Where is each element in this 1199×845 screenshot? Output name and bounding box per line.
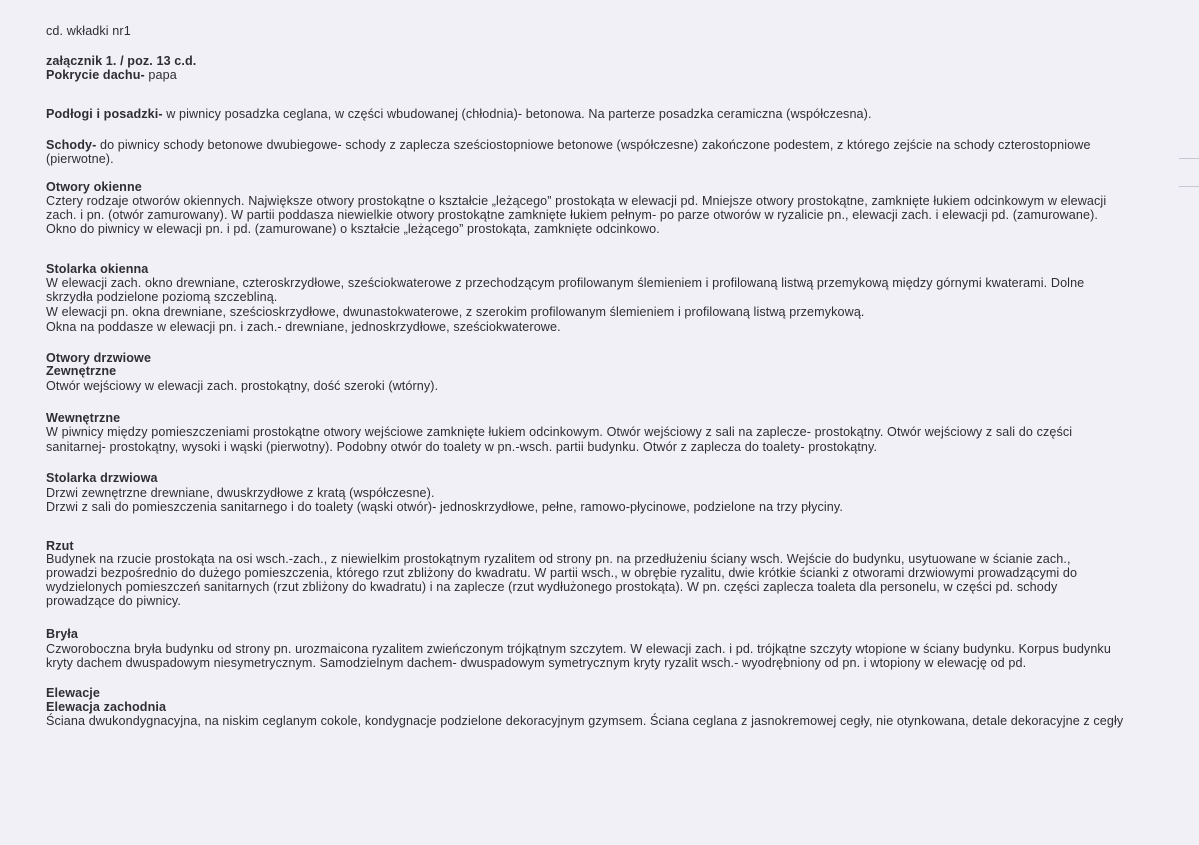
roof-paragraph — [46, 68, 177, 82]
body-line: W piwnicy między pomieszczeniami prostokątne otwory wejściowe zamknięte łukiem odcinkowym. Otwór wejściowy z sali na zaplecze- prostokątny. Otwór wejściowy z sali do części — [46, 425, 1073, 439]
body-line: Drzwi zewnętrzne drewniane, dwuskrzydłowe z kratą (współczesne). — [46, 486, 435, 500]
section-subheading: Elewacja zachodnia — [46, 700, 167, 714]
stairs-label: Schody- — [46, 138, 97, 152]
section-heading: Otwory okienne — [46, 180, 142, 194]
body-line: Okna na poddasze w elewacji pn. i zach.- drewniane, jednoskrzydłowe, sześciokwaterowe. — [46, 320, 561, 334]
body-line: Budynek na rzucie prostokąta na osi wsch.-zach., z niewielkim prostokątnym ryzalitem od strony pn. na przedłużeniu ściany wsch. Wejście do budynku, usytuowane w ścianie zach., — [46, 552, 1071, 566]
body-line: skrzydła podzielone poziomą szczebliną. — [46, 290, 278, 304]
section-heading: Bryła — [46, 627, 79, 641]
section-heading: Elewacje — [46, 686, 101, 700]
scan-artifact — [1179, 186, 1199, 187]
body-line: W elewacji pn. okna drewniane, sześcioskrzydłowe, dwunastokwaterowe, z szerokim profilowanym ślemieniem i profilowaną listwą przemykową. — [46, 305, 865, 319]
floors-paragraph — [46, 107, 872, 121]
section-heading: Rzut — [46, 539, 74, 553]
section-heading: Wewnętrzne — [46, 411, 121, 425]
body-line: Cztery rodzaje otworów okiennych. Największe otwory prostokątne o kształcie „leżącego” prostokąta w elewacji pd. Mniejsze otwory prostokątne, zamknięte łukiem odcinkowym w elewacji — [46, 194, 1107, 208]
section-subheading: Zewnętrzne — [46, 364, 117, 378]
body-line: Czworoboczna bryła budynku od strony pn. urozmaicona ryzalitem zwieńczonym trójkątnym szczytem. W elewacji zach. i pd. trójkątne szczyty wtopione w ściany budynku. Korpus budynku — [46, 642, 1111, 656]
stairs-paragraph — [46, 138, 1091, 152]
body-line: zach. i pn. (otwór zamurowany). W partii poddasza niewielkie otwory prostokątne zamknięte łukiem pełnym- po parze otworów w ryzalicie pn., elewacji zach. i elewacji pd. (zamurowane). — [46, 208, 1099, 222]
continuation-label: cd. wkładki nr1 — [46, 24, 131, 38]
section-heading: Otwory drzwiowe — [46, 351, 152, 365]
stairs-text: (pierwotne). — [46, 152, 114, 166]
body-line: Otwór wejściowy w elewacji zach. prostokątny, dość szeroki (wtórny). — [46, 379, 439, 393]
section-heading: Stolarka okienna — [46, 262, 149, 276]
body-line: prowadzi bezpośrednio do dużego pomieszczenia, którego rzut zbliżony do kwadratu. W partii wsch., w obrębie ryzalitu, dwie krótkie ścianki z otworami drzwiowymi prowadzącymi do — [46, 566, 1078, 580]
roof-label: Pokrycie dachu- — [46, 68, 145, 82]
attachment-label: załącznik 1. / poz. 13 c.d. — [46, 54, 197, 68]
body-line: Drzwi z sali do pomieszczenia sanitarnego i do toalety (wąski otwór)- jednoskrzydłowe, pełne, ramowo-płycinowe, podzielone na trzy płyciny. — [46, 500, 843, 514]
body-line: kryty dachem dwuspadowym niesymetrycznym. Samodzielnym dachem- dwuspadowym symetrycznym kryty ryzalit wsch.- wyodrębniony od pn. i wtopiony w elewację od pd. — [46, 656, 1027, 670]
stairs-text: do piwnicy schody betonowe dwubiegowe- schody z zaplecza sześciostopniowe betonowe (współczesne) zakończone podestem, z którego zejście na schody czterostopniowe — [96, 138, 1091, 152]
roof-text: papa — [144, 68, 177, 82]
body-line: W elewacji zach. okno drewniane, czteroskrzydłowe, sześciokwaterowe z przechodzącym profilowanym ślemieniem i profilowaną listwą przemykową między górnymi kwaterami. Dolne — [46, 276, 1085, 290]
body-line: sanitarnej- prostokątny, wysoki i wąski (pierwotny). Podobny otwór do toalety w pn.-wsch. partii budynku. Otwór z zaplecza do toalety- prostokątny. — [46, 440, 878, 454]
body-line: Ściana dwukondygnacyjna, na niskim ceglanym cokole, kondygnacje podzielone dekoracyjnym gzymsem. Ściana ceglana z jasnokremowej cegły, nie otynkowana, detale dekoracyjne z cegły — [46, 714, 1124, 728]
floors-label: Podłogi i posadzki- — [46, 107, 163, 121]
scan-artifact — [1179, 158, 1199, 159]
floors-text: w piwnicy posadzka ceglana, w części wbudowanej (chłodnia)- betonowa. Na parterze posadzka ceramiczna (współczesna). — [162, 107, 872, 121]
section-heading: Stolarka drzwiowa — [46, 471, 158, 485]
body-line: wydzielonych pomieszczeń sanitarnych (rzut zbliżony do kwadratu) i na zaplecze (rzut wydłużonego prostokąta). W pn. części zaplecza toaleta dla personelu, w części pd. schody — [46, 580, 1058, 594]
body-line: prowadzące do piwnicy. — [46, 594, 181, 608]
body-line: Okno do piwnicy w elewacji pn. i pd. (zamurowane) o kształcie „leżącego” prostokąta, zamknięte odcinkowo. — [46, 222, 660, 236]
